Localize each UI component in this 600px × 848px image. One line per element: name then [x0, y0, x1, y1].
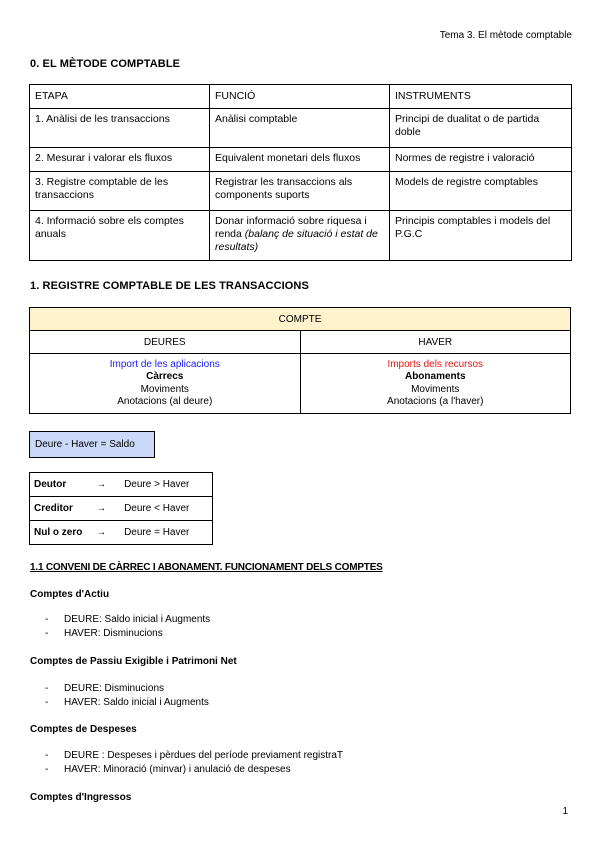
balance-type-rule: Deure > Haver	[124, 473, 212, 497]
balance-type-name: Nul o zero	[30, 521, 97, 545]
page-header: Tema 3. El mètode comptable	[439, 30, 572, 41]
table-row	[30, 497, 213, 521]
instruments-cell: Models de registre comptables	[390, 172, 572, 211]
funcio-note: (balanç de situació i estat de resultats)	[215, 228, 378, 253]
actiu-title: Comptes d'Actiu	[30, 589, 110, 600]
haver-line2: Abonaments	[404, 371, 466, 382]
deures-line4: Anotacions (al deure)	[117, 396, 213, 407]
arrow-icon: →	[96, 497, 124, 521]
column-header: FUNCIÓ	[210, 85, 390, 109]
column-header: ETAPA	[30, 85, 210, 109]
list-item: - HAVER: Saldo inicial i Augments	[45, 696, 209, 710]
haver-body	[300, 354, 571, 414]
table-row	[30, 172, 572, 211]
deures-line1: Import de les aplicacions	[109, 358, 220, 370]
funcio-cell: Equivalent monetari dels fluxos	[210, 148, 390, 172]
instruments-cell: Principis comptables i models del P.G.C	[390, 211, 572, 261]
table-row	[30, 473, 213, 497]
actiu-list	[45, 613, 210, 641]
ingressos-title: Comptes d'Ingressos	[30, 792, 132, 803]
instruments-cell: Principi de dualitat o de partida doble	[390, 109, 572, 148]
haver-line4: Anotacions (a l'haver)	[387, 396, 484, 407]
funcio-text: Donar informació sobre riquesa i renda	[215, 215, 367, 240]
etapa-cell: 3. Registre comptable de les transaccions	[30, 172, 210, 211]
haver-line3: Moviments	[411, 383, 460, 395]
despeses-list	[45, 749, 343, 777]
deures-header: DEURES	[30, 331, 301, 354]
table-row	[30, 521, 213, 545]
list-item: - HAVER: Minoració (minvar) i anulació de despeses	[45, 763, 343, 777]
arrow-icon: →	[96, 521, 124, 545]
subsection-title: 1.1 CONVENI DE CÀRREC I ABONAMENT. FUNCIONAMENT DELS COMPTES	[30, 562, 383, 573]
table-row	[30, 109, 572, 148]
passiu-list	[45, 682, 209, 710]
funcio-cell: Anàlisi comptable	[210, 109, 390, 148]
page-number: 1	[562, 806, 568, 817]
despeses-title: Comptes de Despeses	[30, 724, 137, 735]
haver-line1: Imports dels recursos	[387, 358, 484, 370]
instruments-cell: Normes de registre i valoració	[390, 148, 572, 172]
funcio-cell: Registrar les transaccions als components suports	[210, 172, 390, 211]
section-1-title: 1. REGISTRE COMPTABLE DE LES TRANSACCIONS	[30, 280, 309, 292]
account-table	[29, 307, 571, 414]
table-row	[30, 211, 572, 261]
deures-body	[30, 354, 301, 414]
passiu-title: Comptes de Passiu Exigible i Patrimoni Net	[30, 656, 237, 667]
column-header: INSTRUMENTS	[390, 85, 572, 109]
stages-table	[29, 84, 572, 261]
balance-type-rule: Deure < Haver	[124, 497, 212, 521]
list-item: - HAVER: Disminucions	[45, 627, 210, 641]
balance-type-name: Creditor	[30, 497, 97, 521]
etapa-cell: 2. Mesurar i valorar els fluxos	[30, 148, 210, 172]
list-item: - DEURE : Despeses i pèrdues del període previament registraT	[45, 749, 343, 763]
balance-type-rule: Deure = Haver	[124, 521, 212, 545]
deures-line2: Càrrecs	[146, 371, 184, 382]
etapa-cell: 4. Informació sobre els comptes anuals	[30, 211, 210, 261]
saldo-formula-box: Deure - Haver = Saldo	[29, 431, 155, 458]
account-title: COMPTE	[30, 308, 571, 331]
etapa-cell: 1. Anàlisi de les transaccions	[30, 109, 210, 148]
funcio-cell	[210, 211, 390, 261]
deures-line3: Moviments	[140, 383, 189, 395]
list-item: - DEURE: Saldo inicial i Augments	[45, 613, 210, 627]
balance-type-name: Deutor	[30, 473, 97, 497]
arrow-icon: →	[96, 473, 124, 497]
section-0-title: 0. EL MÈTODE COMPTABLE	[30, 58, 181, 70]
table-row	[30, 148, 572, 172]
table-header-row	[30, 85, 572, 109]
balance-types-table	[29, 472, 213, 545]
list-item: - DEURE: Disminucions	[45, 682, 209, 696]
haver-header: HAVER	[300, 331, 571, 354]
